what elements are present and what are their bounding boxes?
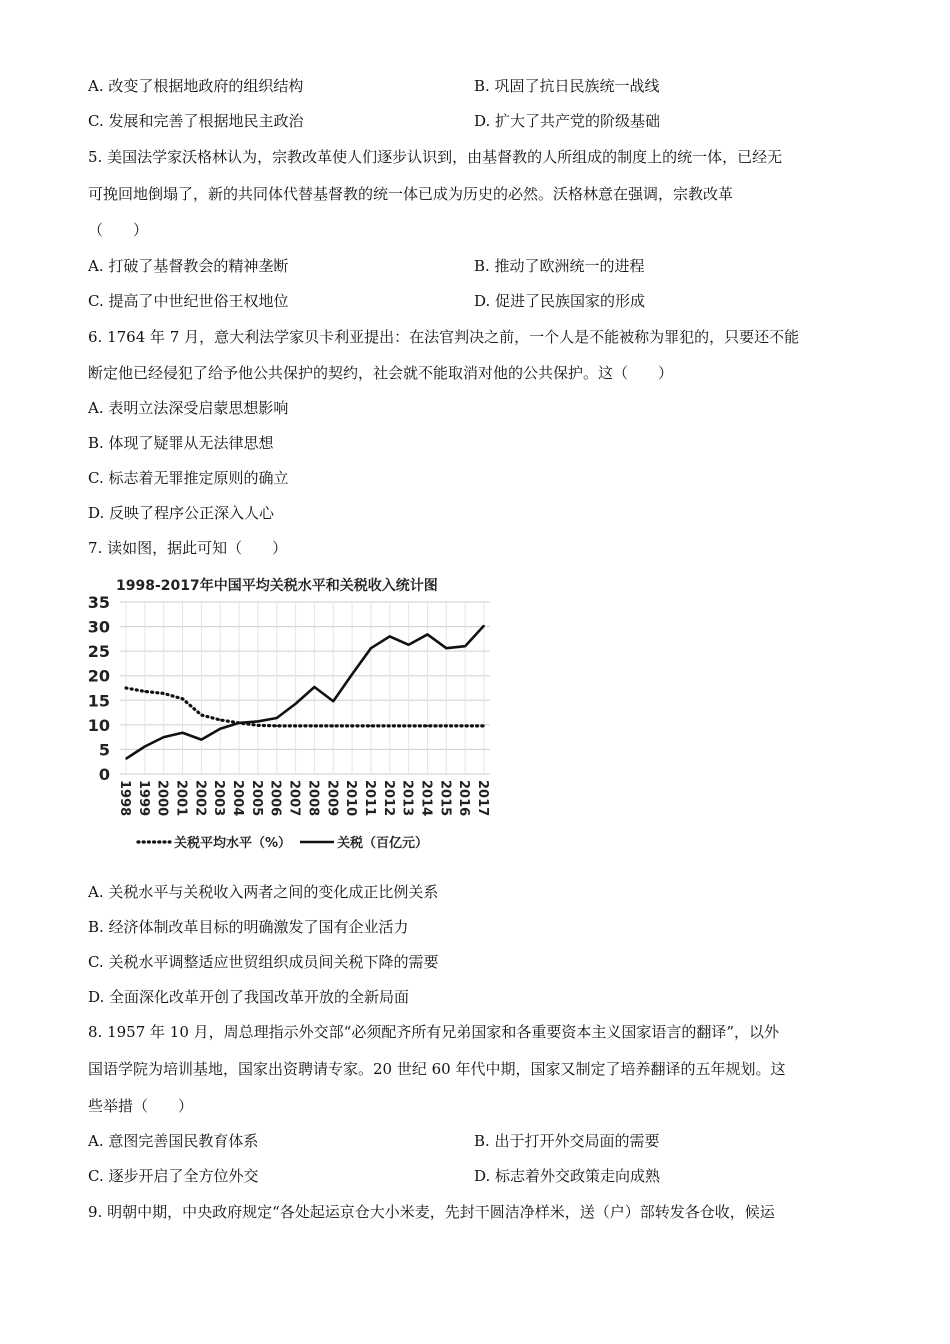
chart-x-tick-label: 2016 — [456, 780, 472, 817]
chart-point — [295, 725, 297, 727]
chart-x-tick-label: 2015 — [437, 780, 453, 817]
chart-x-tick-label: 2009 — [324, 780, 340, 817]
chart-point — [276, 717, 278, 719]
q6-option-b[interactable]: B. 体现了疑罪从无法律思想 — [88, 434, 274, 452]
chart-y-tick-label: 20 — [88, 666, 110, 686]
chart-point — [125, 758, 127, 760]
chart-x-tick-label: 2010 — [343, 780, 359, 817]
q4-option-d[interactable]: D. 扩大了共产党的阶级基础 — [474, 112, 661, 130]
chart-point — [446, 647, 448, 649]
q6-option-c[interactable]: C. 标志着无罪推定原则的确立 — [88, 469, 289, 487]
q5-options-row-2 — [88, 291, 888, 311]
q7-option-a[interactable]: A. 关税水平与关税收入两者之间的变化成正比例关系 — [88, 883, 439, 901]
chart-y-tick-label: 5 — [98, 740, 110, 760]
q5-option-c[interactable]: C. 提高了中世纪世俗王权地位 — [88, 292, 289, 310]
chart-y-tick-label: 25 — [88, 642, 110, 662]
chart-x-tick-label: 2005 — [248, 780, 264, 817]
chart-y-tick-label: 30 — [88, 617, 110, 637]
chart-x-tick-label: 2003 — [211, 780, 227, 817]
chart-point — [332, 725, 334, 727]
chart-y-tick-label: 15 — [88, 691, 110, 711]
chart-point — [144, 746, 146, 748]
chart-point — [314, 686, 316, 688]
chart-y-tick-label: 35 — [88, 593, 110, 612]
chart-x-tick-label: 2013 — [399, 780, 415, 817]
q7-stem: 7. 读如图，据此可知（ ） — [88, 539, 288, 557]
q8-options-row-1 — [88, 1131, 888, 1151]
chart-point — [182, 698, 184, 700]
chart-x-tick-label: 2017 — [475, 780, 490, 817]
chart-x-tick-label: 2007 — [286, 780, 302, 817]
q7-option-d[interactable]: D. 全面深化改革开创了我国改革开放的全新局面 — [88, 988, 410, 1006]
chart-point — [408, 725, 410, 727]
chart-point — [389, 725, 391, 727]
chart-x-tick-label: 2008 — [305, 780, 321, 817]
chart-point — [163, 736, 165, 738]
q5-option-b[interactable]: B. 推动了欧洲统一的进程 — [474, 257, 645, 275]
chart-y-tick-label: 10 — [88, 715, 110, 735]
chart-point — [219, 719, 221, 721]
chart-point — [276, 725, 278, 727]
chart-point — [257, 725, 259, 727]
q5-option-a[interactable]: A. 打破了基督教会的精神垄断 — [88, 257, 289, 275]
chart-point — [219, 728, 221, 730]
q5-options-row-1 — [88, 256, 888, 276]
q8-option-b[interactable]: B. 出于打开外交局面的需要 — [474, 1132, 660, 1150]
chart-point — [446, 725, 448, 727]
chart-x-tick-label: 2004 — [230, 780, 246, 817]
q4-option-a[interactable]: A. 改变了根据地政府的组织结构 — [88, 77, 304, 95]
chart-point — [389, 636, 391, 638]
q8-option-a[interactable]: A. 意图完善国民教育体系 — [88, 1132, 259, 1150]
q5-stem-line-2: 可挽回地倒塌了，新的共同体代替基督教的统一体已成为历史的必然。沃格林意在强调，宗教改革 — [88, 185, 734, 203]
chart-point — [125, 687, 127, 689]
chart-x-tick-label: 2006 — [267, 780, 283, 817]
chart-point — [257, 721, 259, 723]
q6-stem-line-1: 6. 1764 年 7 月，意大利法学家贝卡利亚提出：在法官判决之前，一个人是不能被称为罪犯的，只要还不能 — [88, 328, 800, 346]
chart-point — [332, 700, 334, 702]
q6-option-a[interactable]: A. 表明立法深受启蒙思想影响 — [88, 399, 289, 417]
chart-point — [201, 739, 203, 741]
chart-point — [464, 725, 466, 727]
q7-option-c[interactable]: C. 关税水平调整适应世贸组织成员间关税下降的需要 — [88, 953, 439, 971]
chart-x-tick-label: 2012 — [380, 780, 396, 817]
q8-option-c[interactable]: C. 逐步开启了全方位外交 — [88, 1167, 259, 1185]
chart-point — [295, 703, 297, 705]
q5-stem-line-1: 5. 美国法学家沃格林认为，宗教改革使人们逐步认识到，由基督教的人所组成的制度上的统一体，已经无 — [88, 148, 783, 166]
q8-option-d[interactable]: D. 标志着外交政策走向成熟 — [474, 1167, 661, 1185]
legend-label-tariff-revenue: 关税（百亿元） — [337, 836, 429, 851]
chart-x-tick-label: 2001 — [173, 780, 189, 817]
chart-point — [351, 673, 353, 675]
tariff-chart-svg — [88, 568, 508, 858]
q6-option-d[interactable]: D. 反映了程序公正深入人心 — [88, 504, 275, 522]
q4-options-row-2 — [88, 111, 888, 131]
chart-point — [464, 645, 466, 647]
chart-point — [370, 725, 372, 727]
chart-point — [483, 625, 485, 627]
chart-point — [201, 714, 203, 716]
q5-answer-blank: （ ） — [88, 221, 149, 239]
chart-point — [182, 732, 184, 734]
chart-point — [408, 644, 410, 646]
q8-stem-line-1: 8. 1957 年 10 月，周总理指示外交部“必须配齐所有兄弟国家和各重要资本主义国家语言的翻译”，以外 — [88, 1023, 779, 1041]
chart-x-tick-label: 2000 — [154, 780, 170, 817]
chart-point — [314, 725, 316, 727]
chart-point — [483, 725, 485, 727]
q7-option-b[interactable]: B. 经济体制改革目标的明确激发了国有企业活力 — [88, 918, 409, 936]
chart-y-tick-label: 0 — [98, 765, 110, 784]
chart-point — [370, 647, 372, 649]
q6-stem-line-2: 断定他已经侵犯了给予他公共保护的契约，社会就不能取消对他的公共保护。这（ ） — [88, 364, 674, 382]
chart-point — [351, 725, 353, 727]
chart-x-tick-label: 1998 — [117, 780, 132, 817]
q4-option-c[interactable]: C. 发展和完善了根据地民主政治 — [88, 112, 304, 130]
chart-x-tick-label: 2011 — [361, 780, 377, 817]
chart-point — [144, 691, 146, 693]
q9-stem-line-1: 9. 明朝中期，中央政府规定“各处起运京仓大小米麦，先封干圆洁净样米，送（户）部转发各仓收，候运 — [88, 1203, 775, 1221]
q4-option-b[interactable]: B. 巩固了抗日民族统一战线 — [474, 77, 660, 95]
q8-options-row-2 — [88, 1166, 888, 1186]
chart-x-tick-label: 1999 — [135, 780, 151, 817]
chart-x-tick-label: 2014 — [418, 780, 434, 817]
series-tariff-revenue-line — [126, 626, 484, 759]
q8-stem-line-2: 国语学院为培训基地，国家出资聘请专家。20 世纪 60 年代中期，国家又制定了培养翻译的五年规划。这 — [88, 1060, 786, 1078]
chart-point — [163, 693, 165, 695]
chart-title: 1998-2017年中国平均关税水平和关税收入统计图 — [116, 578, 438, 594]
chart-point — [427, 725, 429, 727]
q4-options-row-1 — [88, 76, 888, 96]
chart-point — [238, 722, 240, 724]
q5-option-d[interactable]: D. 促进了民族国家的形成 — [474, 292, 646, 310]
tariff-chart — [88, 568, 508, 858]
chart-x-tick-label: 2002 — [192, 780, 208, 817]
q8-stem-line-3: 些举措（ ） — [88, 1097, 194, 1115]
legend-label-tariff-rate: 关税平均水平（%） — [174, 836, 292, 851]
chart-point — [427, 634, 429, 636]
